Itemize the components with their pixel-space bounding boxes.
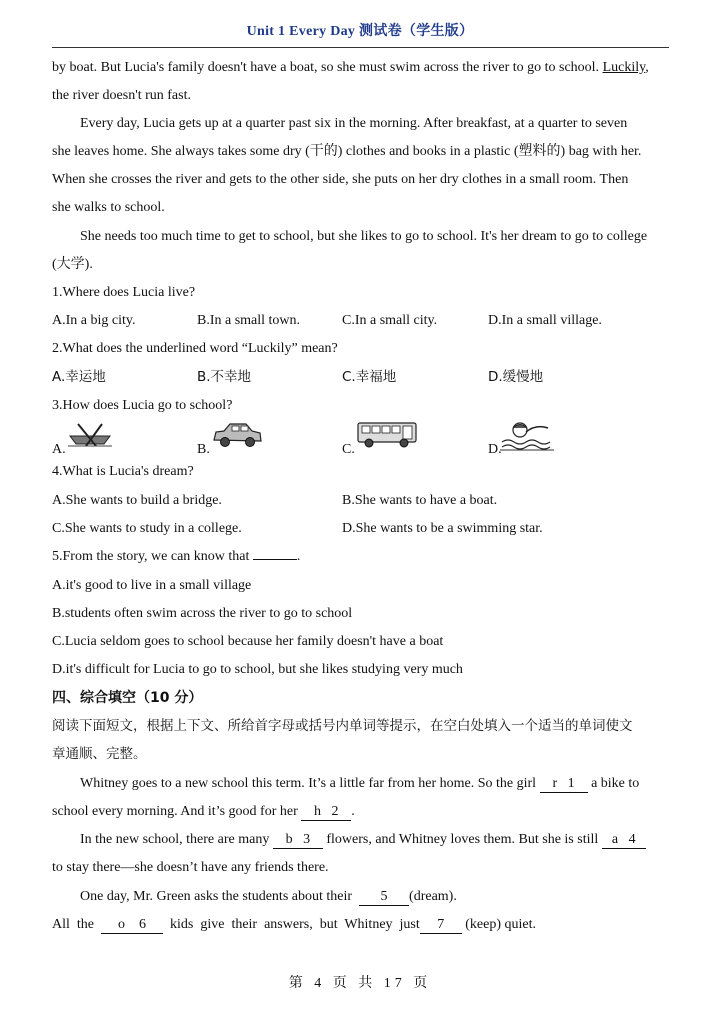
option-d: D.缓慢地 [488, 369, 544, 385]
blank-number: 7 [437, 917, 445, 932]
blank-number: 5 [380, 889, 388, 904]
answer-blank-4[interactable] [602, 832, 646, 849]
option-a: A.幸运地 [52, 369, 106, 385]
blank-number: 1 [567, 776, 575, 791]
text: All the [52, 917, 101, 932]
question-stem [52, 547, 300, 567]
question-stem: 3.How does Lucia go to school? [52, 398, 233, 413]
blank-number: 2 [331, 804, 339, 819]
answer-blank-6[interactable] [101, 917, 163, 934]
car-icon [210, 420, 264, 450]
blank-number: 4 [628, 832, 636, 847]
option-b: B.She wants to have a boat. [342, 493, 498, 508]
option-c: C.幸福地 [342, 369, 397, 385]
option-b: B. [197, 442, 210, 457]
cloze-line: to stay there—she doesn’t have any friends there. [52, 860, 329, 875]
instruction-line: 阅读下面短文，根据上下文、所给首字母或括号内单词等提示，在空白处填入一个适当的单词使文 [52, 718, 633, 734]
answer-blank-1[interactable] [540, 776, 588, 793]
text: In the new school, there are many [80, 832, 273, 847]
cloze-line [52, 802, 355, 822]
question-stem: 2.What does the underlined word “Luckily” mean? [52, 341, 338, 356]
text: Whitney goes to a new school this term. It’s a little far from her home. So the girl [80, 776, 540, 791]
option-b: B.不幸地 [197, 369, 252, 385]
text: flowers, and Whitney loves them. But she is still [322, 832, 602, 847]
text: school every morning. And it’s good for her [52, 804, 302, 819]
option-a: A.In a big city. [52, 313, 136, 328]
option-a: A.it's good to live in a small village [52, 578, 252, 593]
hint-letter: h [314, 804, 321, 819]
passage-line: the river doesn't run fast. [52, 88, 191, 103]
option-d: D.In a small village. [488, 313, 602, 328]
text: (keep) quiet. [461, 917, 537, 932]
option-c: C.She wants to study in a college. [52, 521, 242, 536]
hint-letter: b [285, 832, 293, 847]
bus-icon [356, 420, 418, 450]
question-stem: 1.Where does Lucia live? [52, 285, 196, 300]
passage-line: she leaves home. She always takes some dry (干的) clothes and books in a plastic (塑料的) bag with her. [52, 144, 642, 159]
option-b: B.In a small town. [197, 313, 301, 328]
passage-line: (大学). [52, 257, 93, 272]
text: (dream). [409, 889, 457, 904]
rowboat-icon [66, 420, 114, 448]
answer-blank-5[interactable] [359, 889, 409, 906]
answer-blank-7[interactable] [420, 917, 462, 934]
text: One day, Mr. Green asks the students about their [80, 889, 356, 904]
option-c: C. [342, 442, 355, 457]
page-header: Unit 1 Every Day 测试卷（学生版） [246, 24, 474, 39]
option-d: D.She wants to be a swimming star. [342, 521, 543, 536]
blank-number: 6 [139, 917, 146, 932]
cloze-line [52, 915, 536, 935]
text: . [296, 549, 301, 564]
text: a bike to [587, 776, 640, 791]
passage-line: she walks to school. [52, 200, 165, 215]
passage-line: She needs too much time to get to school, but she likes to go to school. It's her dream to go to college [80, 229, 648, 244]
option-a: A. [52, 442, 66, 457]
option-b: B.students often swim across the river to go to school [52, 606, 353, 621]
option-c: C.Lucia seldom goes to school because her family doesn't have a boat [52, 634, 444, 649]
underlined-word: Luckily [602, 60, 646, 75]
header-rule [52, 47, 669, 48]
passage-line [52, 58, 649, 78]
text: . [351, 804, 355, 819]
answer-blank-3[interactable] [273, 832, 323, 849]
text: by boat. But Lucia's family doesn't have a boat, so she must swim across the river to go to school. [52, 60, 603, 75]
option-d: D. [488, 442, 502, 457]
option-a: A.She wants to build a bridge. [52, 493, 222, 508]
answer-blank-2[interactable] [301, 804, 351, 821]
text: , [645, 60, 649, 75]
cloze-line [80, 774, 639, 794]
option-c: C.In a small city. [342, 313, 438, 328]
hint-letter: r [552, 776, 558, 791]
text: kids give their answers, but Whitney just [163, 917, 420, 932]
text: 5.From the story, we can know that [52, 549, 253, 564]
swimmer-icon [500, 418, 554, 452]
passage-line: Every day, Lucia gets up at a quarter past six in the morning. After breakfast, at a quarter to seven [80, 116, 628, 131]
cloze-line [80, 887, 457, 907]
cloze-line [80, 830, 646, 850]
hint-letter: o [118, 917, 125, 932]
option-d: D.it's difficult for Lucia to go to school, but she likes studying very much [52, 662, 463, 677]
passage-line: When she crosses the river and gets to the other side, she puts on her dry clothes in a small room. Then [52, 172, 629, 187]
hint-letter: a [611, 832, 619, 847]
question-stem: 4.What is Lucia's dream? [52, 464, 194, 479]
blank-number: 3 [303, 832, 311, 847]
section-title: 四、综合填空（10 分） [52, 690, 203, 706]
answer-blank[interactable] [253, 559, 297, 560]
instruction-line: 章通顺、完整。 [52, 746, 147, 762]
page-footer: 第 4 页 共 17 页 [288, 976, 432, 991]
